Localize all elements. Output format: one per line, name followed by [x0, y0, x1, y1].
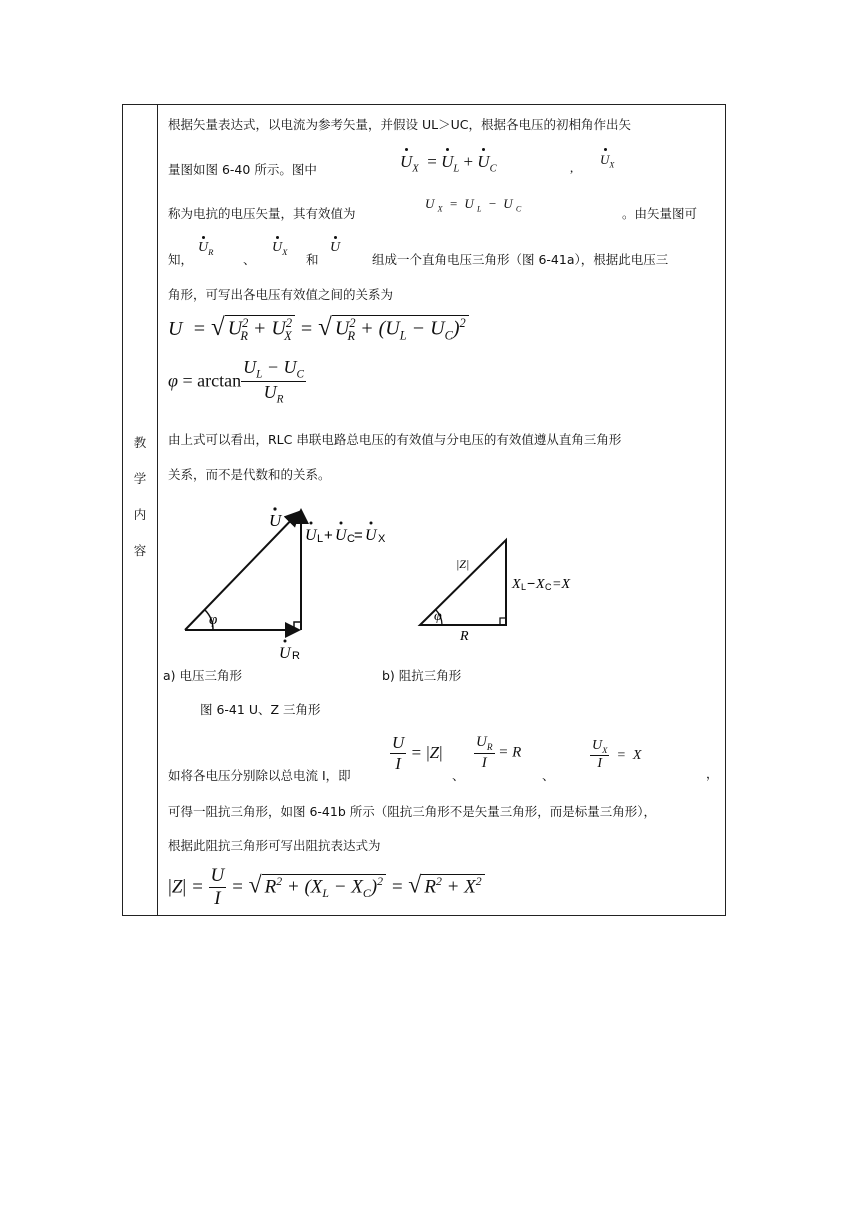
- p1-line4-b: 组成一个直角电压三角形（图 6-41a），根据此电压三: [372, 252, 669, 267]
- ul-dot: [310, 522, 313, 525]
- p1-line3: 称为电抗的电压矢量，其有效值为: [168, 206, 356, 221]
- phi-label: φ: [209, 612, 218, 628]
- uc-label: U: [335, 527, 347, 544]
- u-dot: [273, 507, 276, 510]
- p3-line2: 可得一阻抗三角形，如图 6-41b 所示（阻抗三角形不是矢量三角形，而是标量三角形），: [168, 804, 657, 819]
- comma: ，: [706, 766, 719, 781]
- ur-sub: R: [292, 650, 300, 662]
- xl-sub: L: [521, 582, 527, 592]
- impedance-triangle-figure: [412, 528, 592, 648]
- minus-sign: −: [527, 575, 536, 591]
- eq-x-label: =X: [552, 577, 570, 592]
- ux-dot: [370, 522, 373, 525]
- p1-line1: 根据矢量表达式，以电流为参考矢量，并假设 UL＞UC，根据各电压的初相角作出矢: [168, 117, 631, 132]
- formula-r: $\frac{U_R}{I}$ = R: [476, 734, 522, 772]
- fig-a-caption: a) 电压三角形: [163, 668, 243, 683]
- sep: 、: [243, 252, 256, 267]
- r-label: R: [460, 629, 469, 644]
- uc-dot: [340, 522, 343, 525]
- triangle-outline: [420, 540, 506, 625]
- fig-b-caption: b) 阻抗三角形: [382, 668, 462, 683]
- p3-line1: 如将各电压分别除以总电流 I，即: [168, 768, 351, 783]
- u-vector: [185, 512, 299, 630]
- xl-label: X: [512, 577, 521, 592]
- sep: 、: [542, 768, 555, 783]
- ux-label: U: [365, 527, 377, 544]
- ul-label: U: [305, 527, 317, 544]
- side-char: 教: [133, 435, 147, 450]
- and-word: 和: [306, 252, 319, 267]
- side-char: 容: [133, 543, 147, 558]
- p1-line3-tail: 。由矢量图可: [622, 206, 698, 221]
- ul-sub: L: [317, 533, 324, 545]
- formula-z-total: |Z| = $\frac{U}{I}$ = √ $R^2 + (X_L - X_C)^2$ = √ $R^2 + X^2$: [168, 866, 485, 911]
- formula-ux-rms: U $_X$ = U $_L$ − U $_C$: [425, 196, 522, 214]
- phi-label: φ: [434, 609, 442, 624]
- formula-u-total: U = √ $U^2_R + U^2_X$ = √ $U^2_R + (U_L - U_C)^2$: [168, 314, 469, 344]
- ur-label: U: [279, 645, 291, 662]
- column-divider: [157, 105, 158, 915]
- formula-ux-sum: $U_X = U_L + U_C$: [400, 152, 497, 175]
- formula-u: U: [330, 240, 341, 255]
- right-angle-mark: [294, 622, 301, 630]
- p1-line4-a: 知，: [168, 252, 194, 267]
- p2-line2: 关系，而不是代数和的关系。: [168, 467, 331, 482]
- side-char: 内: [133, 507, 147, 522]
- ux-sub: X: [378, 533, 386, 545]
- voltage-triangle-figure: [175, 500, 415, 665]
- eq-sign: =: [354, 527, 363, 544]
- fig-title: 图 6-41 U、Z 三角形: [200, 702, 321, 717]
- formula-ux2: $U_X$: [272, 240, 288, 257]
- plus-sign: +: [324, 527, 333, 544]
- ur-dot: [284, 640, 287, 643]
- u-label: U: [269, 511, 282, 530]
- side-label: [123, 425, 157, 569]
- formula-x: $\frac{U_X}{I}$ = X: [592, 738, 642, 772]
- p2-line1: 由上式可以看出，RLC 串联电路总电压的有效值与分电压的有效值遵从直角三角形: [168, 432, 622, 447]
- z-label: |Z|: [456, 557, 470, 571]
- side-char: 学: [133, 471, 147, 486]
- uc-sub: C: [347, 533, 355, 545]
- formula-ux: $U_X$: [600, 152, 615, 170]
- p3-line3: 根据此阻抗三角形可写出阻抗表达式为: [168, 838, 381, 853]
- sep: 、: [452, 768, 465, 783]
- xc-label: X: [536, 577, 545, 592]
- formula-z: $\frac{U}{I}$ = |Z|: [392, 733, 443, 773]
- xc-sub: C: [545, 582, 552, 592]
- comma: ,: [570, 160, 574, 175]
- p1-line2: 量图如图 6-40 所示。图中: [168, 162, 317, 177]
- p1-line5: 角形，可写出各电压有效值之间的关系为: [168, 287, 394, 302]
- formula-ur: $U_R$: [198, 240, 214, 257]
- formula-phi: φ = arctan $\frac{U_L - U_C}{U_R}$: [168, 357, 304, 406]
